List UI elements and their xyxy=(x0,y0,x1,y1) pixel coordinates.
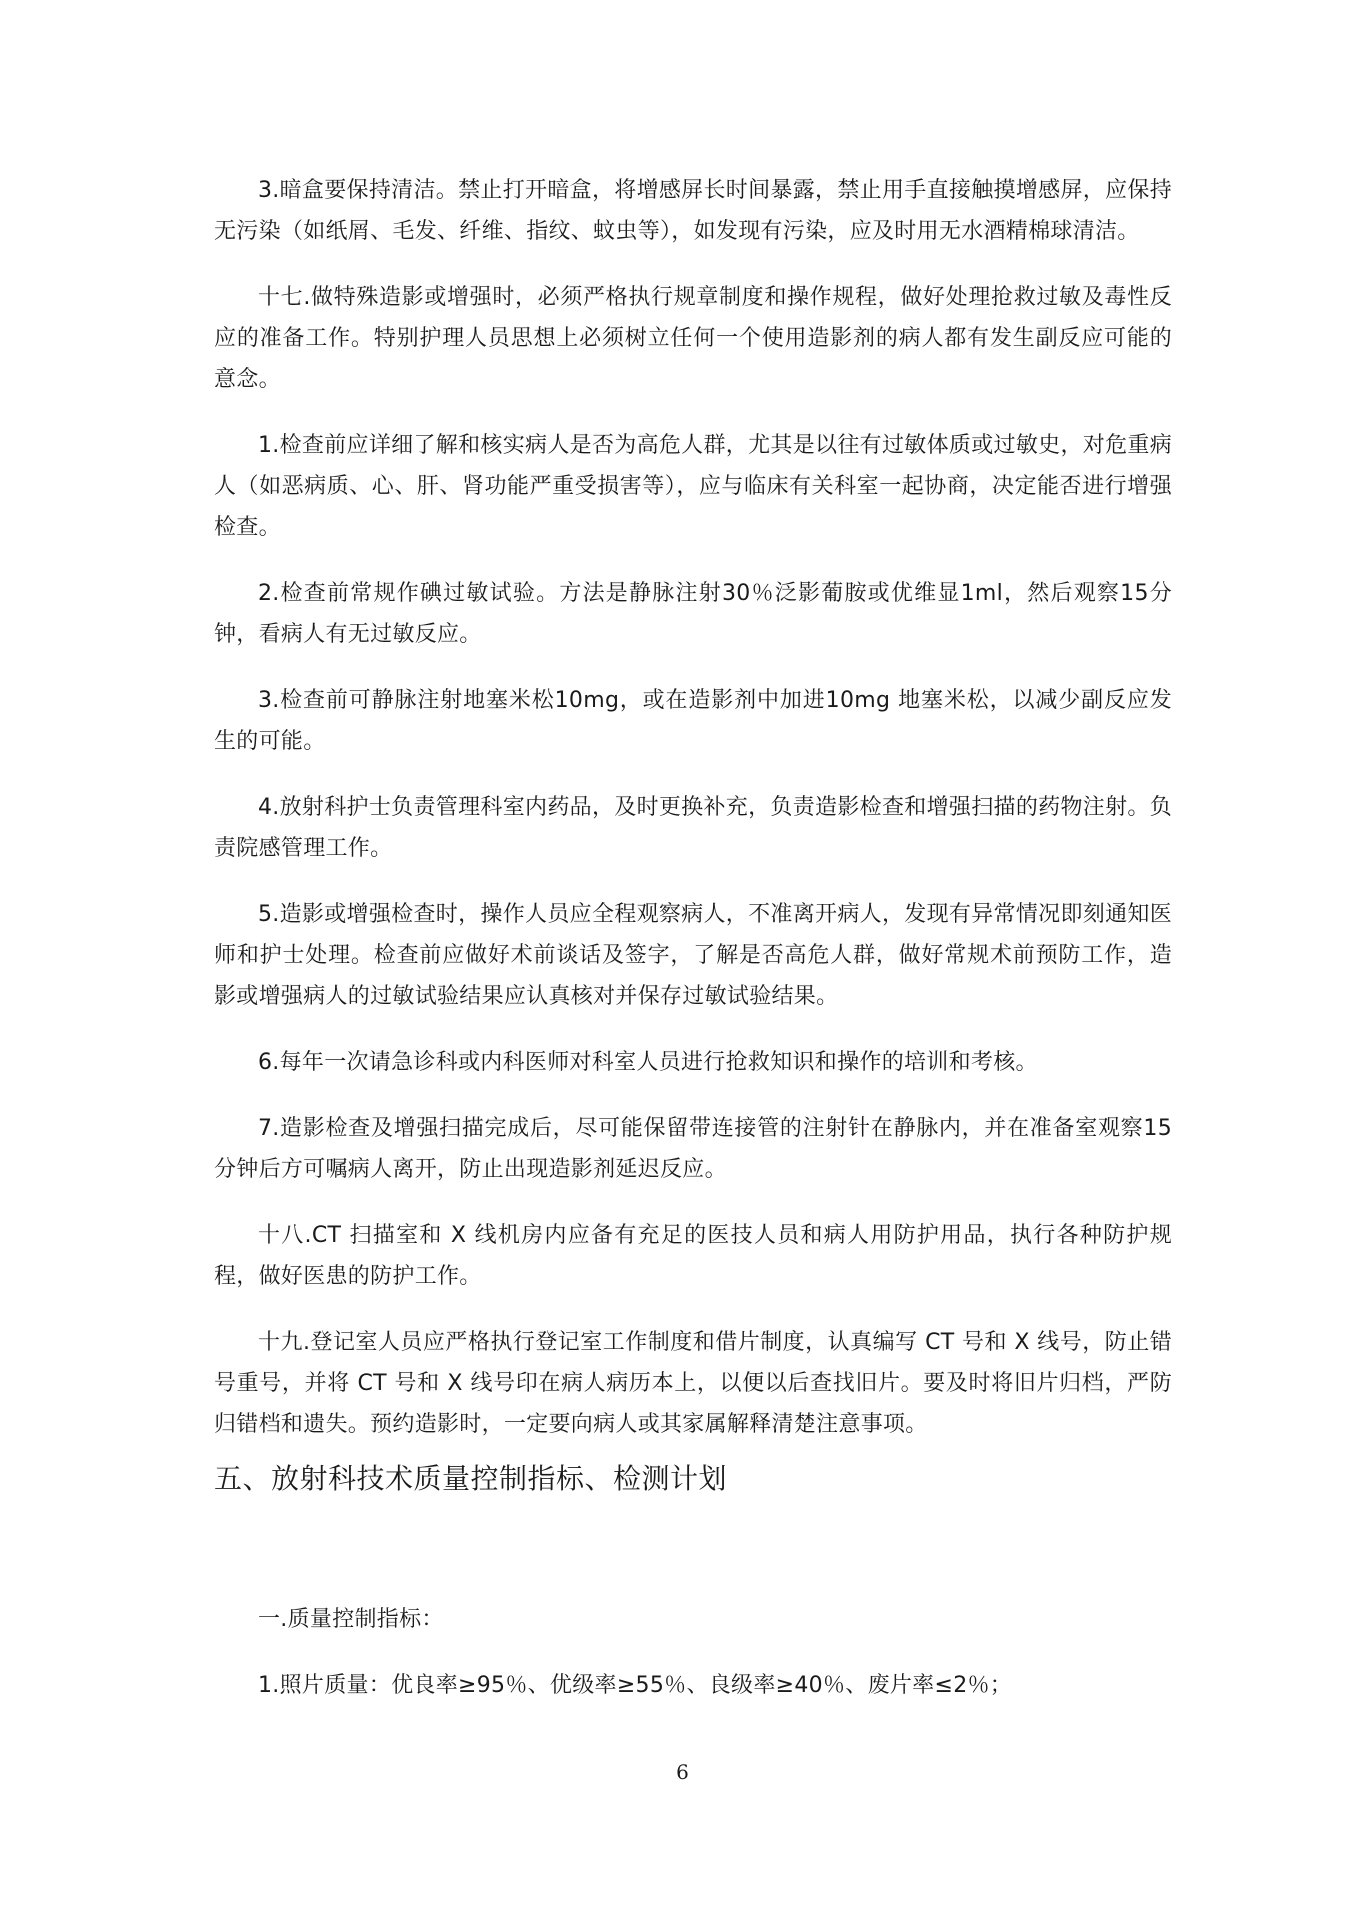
paragraph: 十七.做特殊造影或增强时，必须严格执行规章制度和操作规程，做好处理抢救过敏及毒性反应的准备工作。特别护理人员思想上必须树立任何一个使用造影剂的病人都有发生副反应可能的意念。 xyxy=(214,285,1172,392)
paragraph: 3.检查前可静脉注射地塞米松10mg，或在造影剂中加进10mg 地塞米松，以减少副反应发生的可能。 xyxy=(214,688,1172,754)
paragraph: 十八.CT 扫描室和 X 线机房内应备有充足的医技人员和病人用防护用品，执行各种防护规程，做好医患的防护工作。 xyxy=(214,1223,1172,1289)
paragraph: 1.检查前应详细了解和核实病人是否为高危人群，尤其是以往有过敏体质或过敏史，对危重病人（如恶病质、心、肝、肾功能严重受损害等），应与临床有关科室一起协商，决定能否进行增强检查。 xyxy=(214,433,1172,540)
paragraph: 1.照片质量：优良率≥95％、优级率≥55％、良级率≥40％、废片率≤2％； xyxy=(258,1673,1013,1698)
paragraph: 7.造影检查及增强扫描完成后，尽可能保留带连接管的注射针在静脉内，并在准备室观察15分钟后方可嘱病人离开，防止出现造影剂延迟反应。 xyxy=(214,1116,1172,1182)
paragraph: 十九.登记室人员应严格执行登记室工作制度和借片制度，认真编写 CT 号和 X 线号，防止错号重号，并将 CT 号和 X 线号印在病人病历本上，以便以后查找旧片。要及时将旧片归档，严防归错档和遗失。预约造影时，一定要向病人或其家属解释清楚注意事项。 xyxy=(214,1330,1172,1437)
paragraph: 5.造影或增强检查时，操作人员应全程观察病人，不准离开病人，发现有异常情况即刻通知医师和护士处理。检查前应做好术前谈话及签字，了解是否高危人群，做好常规术前预防工作，造影或增强病人的过敏试验结果应认真核对并保存过敏试验结果。 xyxy=(214,902,1172,1009)
page-number: 6 xyxy=(676,1760,689,1784)
paragraph: 2.检查前常规作碘过敏试验。方法是静脉注射30％泛影葡胺或优维显1ml，然后观察15分钟，看病人有无过敏反应。 xyxy=(214,581,1172,647)
page-content xyxy=(214,170,1172,1731)
section-heading: 五、放射科技术质量控制指标、检测计划 xyxy=(214,1462,728,1495)
paragraph: 6.每年一次请急诊科或内科医师对科室人员进行抢救知识和操作的培训和考核。 xyxy=(258,1050,1038,1075)
paragraph: 3.暗盒要保持清洁。禁止打开暗盒，将增感屏长时间暴露，禁止用手直接触摸增感屏，应保持无污染（如纸屑、毛发、纤维、指纹、蚊虫等），如发现有污染，应及时用无水酒精棉球清洁。 xyxy=(214,178,1172,244)
paragraph: 4.放射科护士负责管理科室内药品，及时更换补充，负责造影检查和增强扫描的药物注射。负责院感管理工作。 xyxy=(214,795,1172,861)
paragraph: 一.质量控制指标： xyxy=(258,1607,444,1632)
